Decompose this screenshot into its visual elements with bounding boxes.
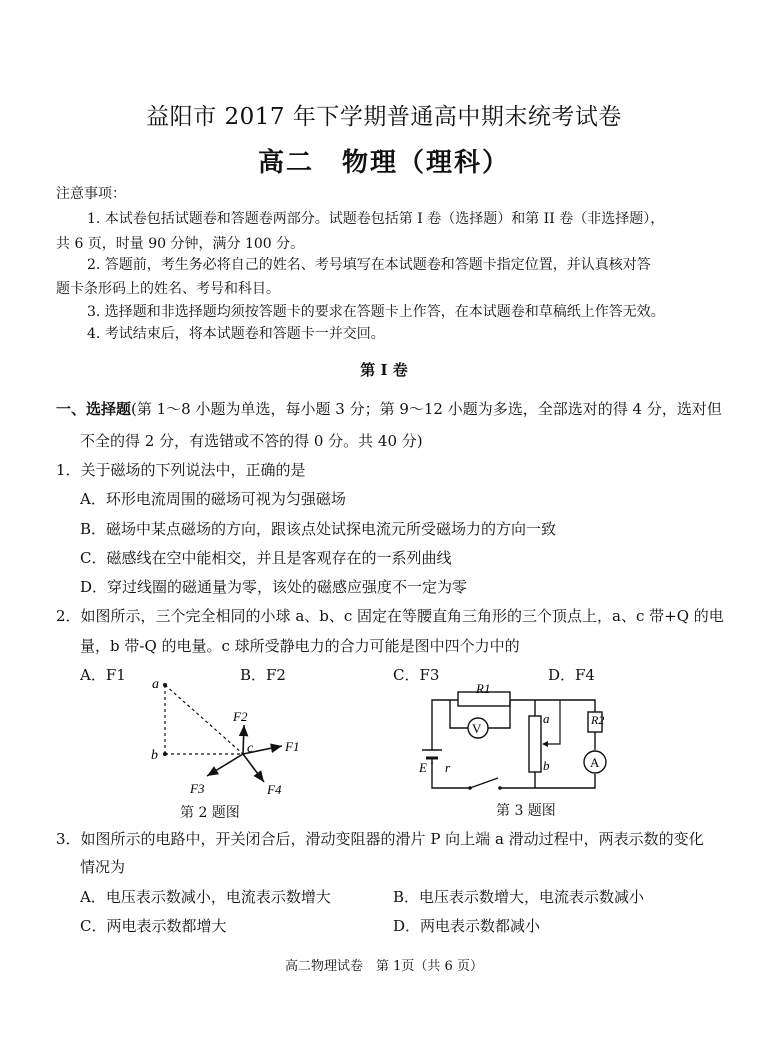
label-r1: R1 [476,681,491,696]
label-a-meter: A [590,755,600,770]
q1-stem: 1．关于磁场的下列说法中，正确的是 [56,461,306,479]
label-e: E [419,760,427,775]
label-a: a [152,677,159,692]
notice-heading: 注意事项： [56,186,126,202]
circuit-wire-bottom [432,762,595,788]
q1-option-a: A．环形电流周围的磁场可视为匀强磁场 [80,490,346,508]
q1-option-c: C．磁感线在空中能相交，并且是客观存在的一系列曲线 [80,549,452,567]
ball-b [163,752,167,756]
label-f4: F4 [267,782,282,797]
label-r2: R2 [591,713,605,727]
label-b: b [151,748,158,763]
notice-line: 2. 答题前，考生务必将自己的姓名、考号填写在本试题卷和答题卡指定位置，并认真核对答 [87,257,651,273]
section-desc: (第 1～8 小题为单选，每小题 3 分；第 9～12 小题为多选，全部选对的得 4 分，选对但 [131,400,722,418]
section-instructions [56,398,722,419]
q3-stem: 3．如图所示的电路中，开关闭合后，滑动变阻器的滑片 P 向上端 a 滑动过程中，两表示数的变化 [56,830,704,848]
exam-title: 益阳市 2017 年下学期普通高中期末统考试卷 [146,104,622,130]
q1-option-b: B．磁场中某点磁场的方向，跟该点处试探电流元所受磁场力的方向一致 [80,520,557,538]
figure-2-caption: 第 2 题图 [180,805,240,821]
notice-line: 1. 本试卷包括试题卷和答题卷两部分。试题卷包括第 I 卷（选择题）和第 II 卷（非选择题）， [87,211,665,227]
q1-option-d: D．穿过线圈的磁通量为零，该处的磁感应强度不一定为零 [80,578,468,596]
q2-stem-cont: 量，b 带-Q 的电量。c 球所受静电力的合力可能是图中四个力中的 [80,637,520,655]
label-f1: F1 [285,739,300,754]
q3-option-c: C．两电表示数都增大 [80,917,227,935]
label-rheostat-b: b [543,758,550,773]
q3-stem-cont: 情况为 [80,858,126,876]
figure-3-circuit-diagram [410,680,615,800]
page-footer: 高二物理试卷 第 1页（共 6 页） [285,959,483,974]
q2-stem: 2．如图所示，三个完全相同的小球 a、b、c 固定在等腰直角三角形的三个顶点上，a、c 带+Q 的电 [56,607,724,625]
section-label: 一、选择题 [56,400,132,418]
section-desc-cont: 不全的得 2 分，有选错或不答的得 0 分。共 40 分) [80,432,423,450]
label-v: V [472,721,482,736]
figure-2-force-diagram [140,674,320,804]
force-arrow-f4 [243,754,264,782]
q2-option-b: B．F2 [240,666,286,684]
figure-3-caption: 第 3 题图 [496,803,556,819]
ball-a [163,683,167,687]
notice-line: 题卡条形码上的姓名、考号和科目。 [56,281,280,297]
notice-line: 4. 考试结束后，将本试题卷和答题卡一并交回。 [87,326,385,342]
q3-option-d: D．两电表示数都减小 [393,917,541,935]
q2-option-a: A．F1 [80,666,126,684]
triangle-side-ac [165,685,243,754]
label-rheostat-a: a [543,711,550,726]
circuit-wire-top [432,700,595,750]
force-arrow-f2 [243,725,244,754]
q3-option-b: B．电压表示数增大，电流表示数减小 [393,888,645,906]
section-heading: 第 I 卷 [360,361,408,379]
notice-line: 3. 选择题和非选择题均须按答题卡的要求在答题卡上作答，在本试题卷和草稿纸上作答无效。 [87,304,665,320]
q2-option-d: D．F4 [548,666,595,684]
label-r: r [445,760,451,775]
q2-option-c: C．F3 [393,666,440,684]
notice-line: 共 6 页，时量 90 分钟，满分 100 分。 [56,236,305,252]
exam-subtitle: 高二 物理（理科） [257,148,510,178]
force-arrow-f3 [207,754,243,776]
label-c: c [247,741,254,756]
rheostat [529,716,541,772]
label-f3: F3 [190,781,205,796]
q3-option-a: A．电压表示数减小，电流表示数增大 [80,888,331,906]
label-f2: F2 [233,709,248,724]
